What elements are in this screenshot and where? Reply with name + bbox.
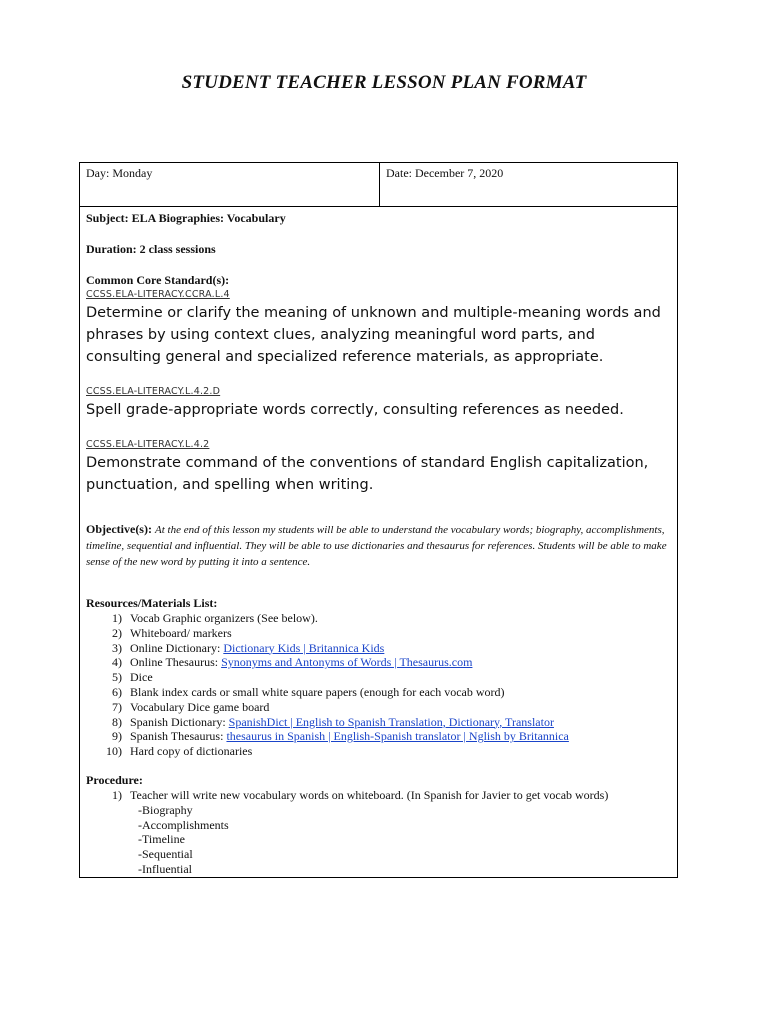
- header-row: [80, 163, 677, 207]
- list-item: [86, 700, 671, 715]
- standard-code[interactable]: CCSS.ELA-LITERACY.L.4.2.D: [86, 386, 221, 397]
- list-item: [86, 611, 671, 626]
- list-item: [86, 670, 671, 685]
- subject-line: Subject: ELA Biographies: Vocabulary: [86, 211, 286, 225]
- standard-text: Determine or clarify the meaning of unknown and multiple-meaning words and phrases by using context clues, analyzing meaningful word parts, and consulting general and specialized reference materials, as appropriate.: [86, 305, 661, 365]
- objective-block: [86, 522, 671, 570]
- standard-code[interactable]: CCSS.ELA-LITERACY.CCRA.L.4: [86, 289, 230, 300]
- objective-label: Objective(s):: [86, 522, 152, 536]
- spanishdict-link[interactable]: SpanishDict | English to Spanish Translation, Dictionary, Translator: [228, 714, 554, 729]
- page-title: STUDENT TEACHER LESSON PLAN FORMAT: [181, 72, 587, 93]
- vocab-word: -Sequential: [138, 847, 193, 862]
- item-text: Vocab Graphic organizers (See below).: [130, 611, 318, 625]
- item-label: Online Thesaurus:: [130, 655, 222, 670]
- item-number: 5): [112, 670, 122, 685]
- objective-text: At the end of this lesson my students will be able to understand the vocabulary words; biography, accomplishments, timeline, sequential and influential. They will be able to use dictionaries and thesaurus for references. Students will be able to make sense of the new word by putting it into a sentence.: [86, 524, 667, 568]
- resources-heading: Resources/Materials List:: [86, 596, 218, 610]
- item-number: 6): [112, 684, 122, 699]
- list-item: [86, 641, 671, 656]
- vocab-word: -Influential: [138, 861, 192, 876]
- item-text: Blank index cards or small white square papers (enough for each vocab word): [130, 684, 505, 699]
- item-label: Spanish Thesaurus:: [130, 729, 227, 744]
- item-text: Hard copy of dictionaries: [130, 744, 253, 759]
- item-number: 3): [112, 640, 122, 655]
- lesson-body: [80, 207, 677, 877]
- list-item: [86, 655, 671, 670]
- thesaurus-link[interactable]: Synonyms and Antonyms of Words | Thesaurus.com: [221, 655, 473, 670]
- day-cell: Day: Monday: [80, 163, 380, 206]
- list-item: [86, 744, 671, 759]
- item-text: Teacher will write new vocabulary words on whiteboard. (In Spanish for Javier to get vocab words): [130, 787, 609, 802]
- list-item: [86, 626, 671, 641]
- item-number: 7): [112, 699, 122, 714]
- item-text: [130, 715, 554, 730]
- list-item: [86, 715, 671, 730]
- standard-code[interactable]: CCSS.ELA-LITERACY.L.4.2: [86, 439, 210, 450]
- item-text: [130, 729, 569, 744]
- list-item: [86, 788, 671, 803]
- duration-line: Duration: 2 class sessions: [86, 242, 216, 256]
- nglish-link[interactable]: thesaurus in Spanish | English-Spanish translator | Nglish by Britannica: [226, 729, 569, 744]
- standard-text: Demonstrate command of the conventions of standard English capitalization, punctuation, and spelling when writing.: [86, 455, 649, 493]
- dictionary-kids-link[interactable]: Dictionary Kids | Britannica Kids: [223, 640, 385, 655]
- vocab-word-list: [86, 803, 671, 877]
- vocab-word: -Accomplishments: [138, 817, 229, 832]
- standards-heading: Common Core Standard(s):: [86, 273, 230, 287]
- item-label: Online Dictionary:: [130, 640, 224, 655]
- list-item: [86, 685, 671, 700]
- resources-list: [86, 611, 671, 759]
- vocab-word: -Timeline: [138, 832, 185, 847]
- item-text: Vocabulary Dice game board: [130, 699, 270, 714]
- list-item: [86, 729, 671, 744]
- item-text: Whiteboard/ markers: [130, 625, 232, 640]
- item-number: 10): [106, 744, 122, 759]
- item-number: 1): [112, 787, 122, 802]
- procedure-list: [86, 788, 671, 803]
- item-text: [130, 655, 472, 670]
- item-number: 8): [112, 714, 122, 729]
- item-number: 1): [112, 611, 122, 625]
- item-number: 9): [112, 729, 122, 744]
- item-number: 4): [112, 655, 122, 670]
- procedure-heading: Procedure:: [86, 772, 143, 787]
- lesson-plan-table: [79, 162, 678, 878]
- item-text: [130, 641, 384, 656]
- item-label: Spanish Dictionary:: [130, 714, 229, 729]
- vocab-word: -Biography: [138, 802, 193, 817]
- item-text: Dice: [130, 670, 153, 685]
- item-number: 2): [112, 625, 122, 640]
- standard-text: Spell grade-appropriate words correctly, consulting references as needed.: [86, 402, 624, 418]
- date-cell: Date: December 7, 2020: [386, 166, 504, 180]
